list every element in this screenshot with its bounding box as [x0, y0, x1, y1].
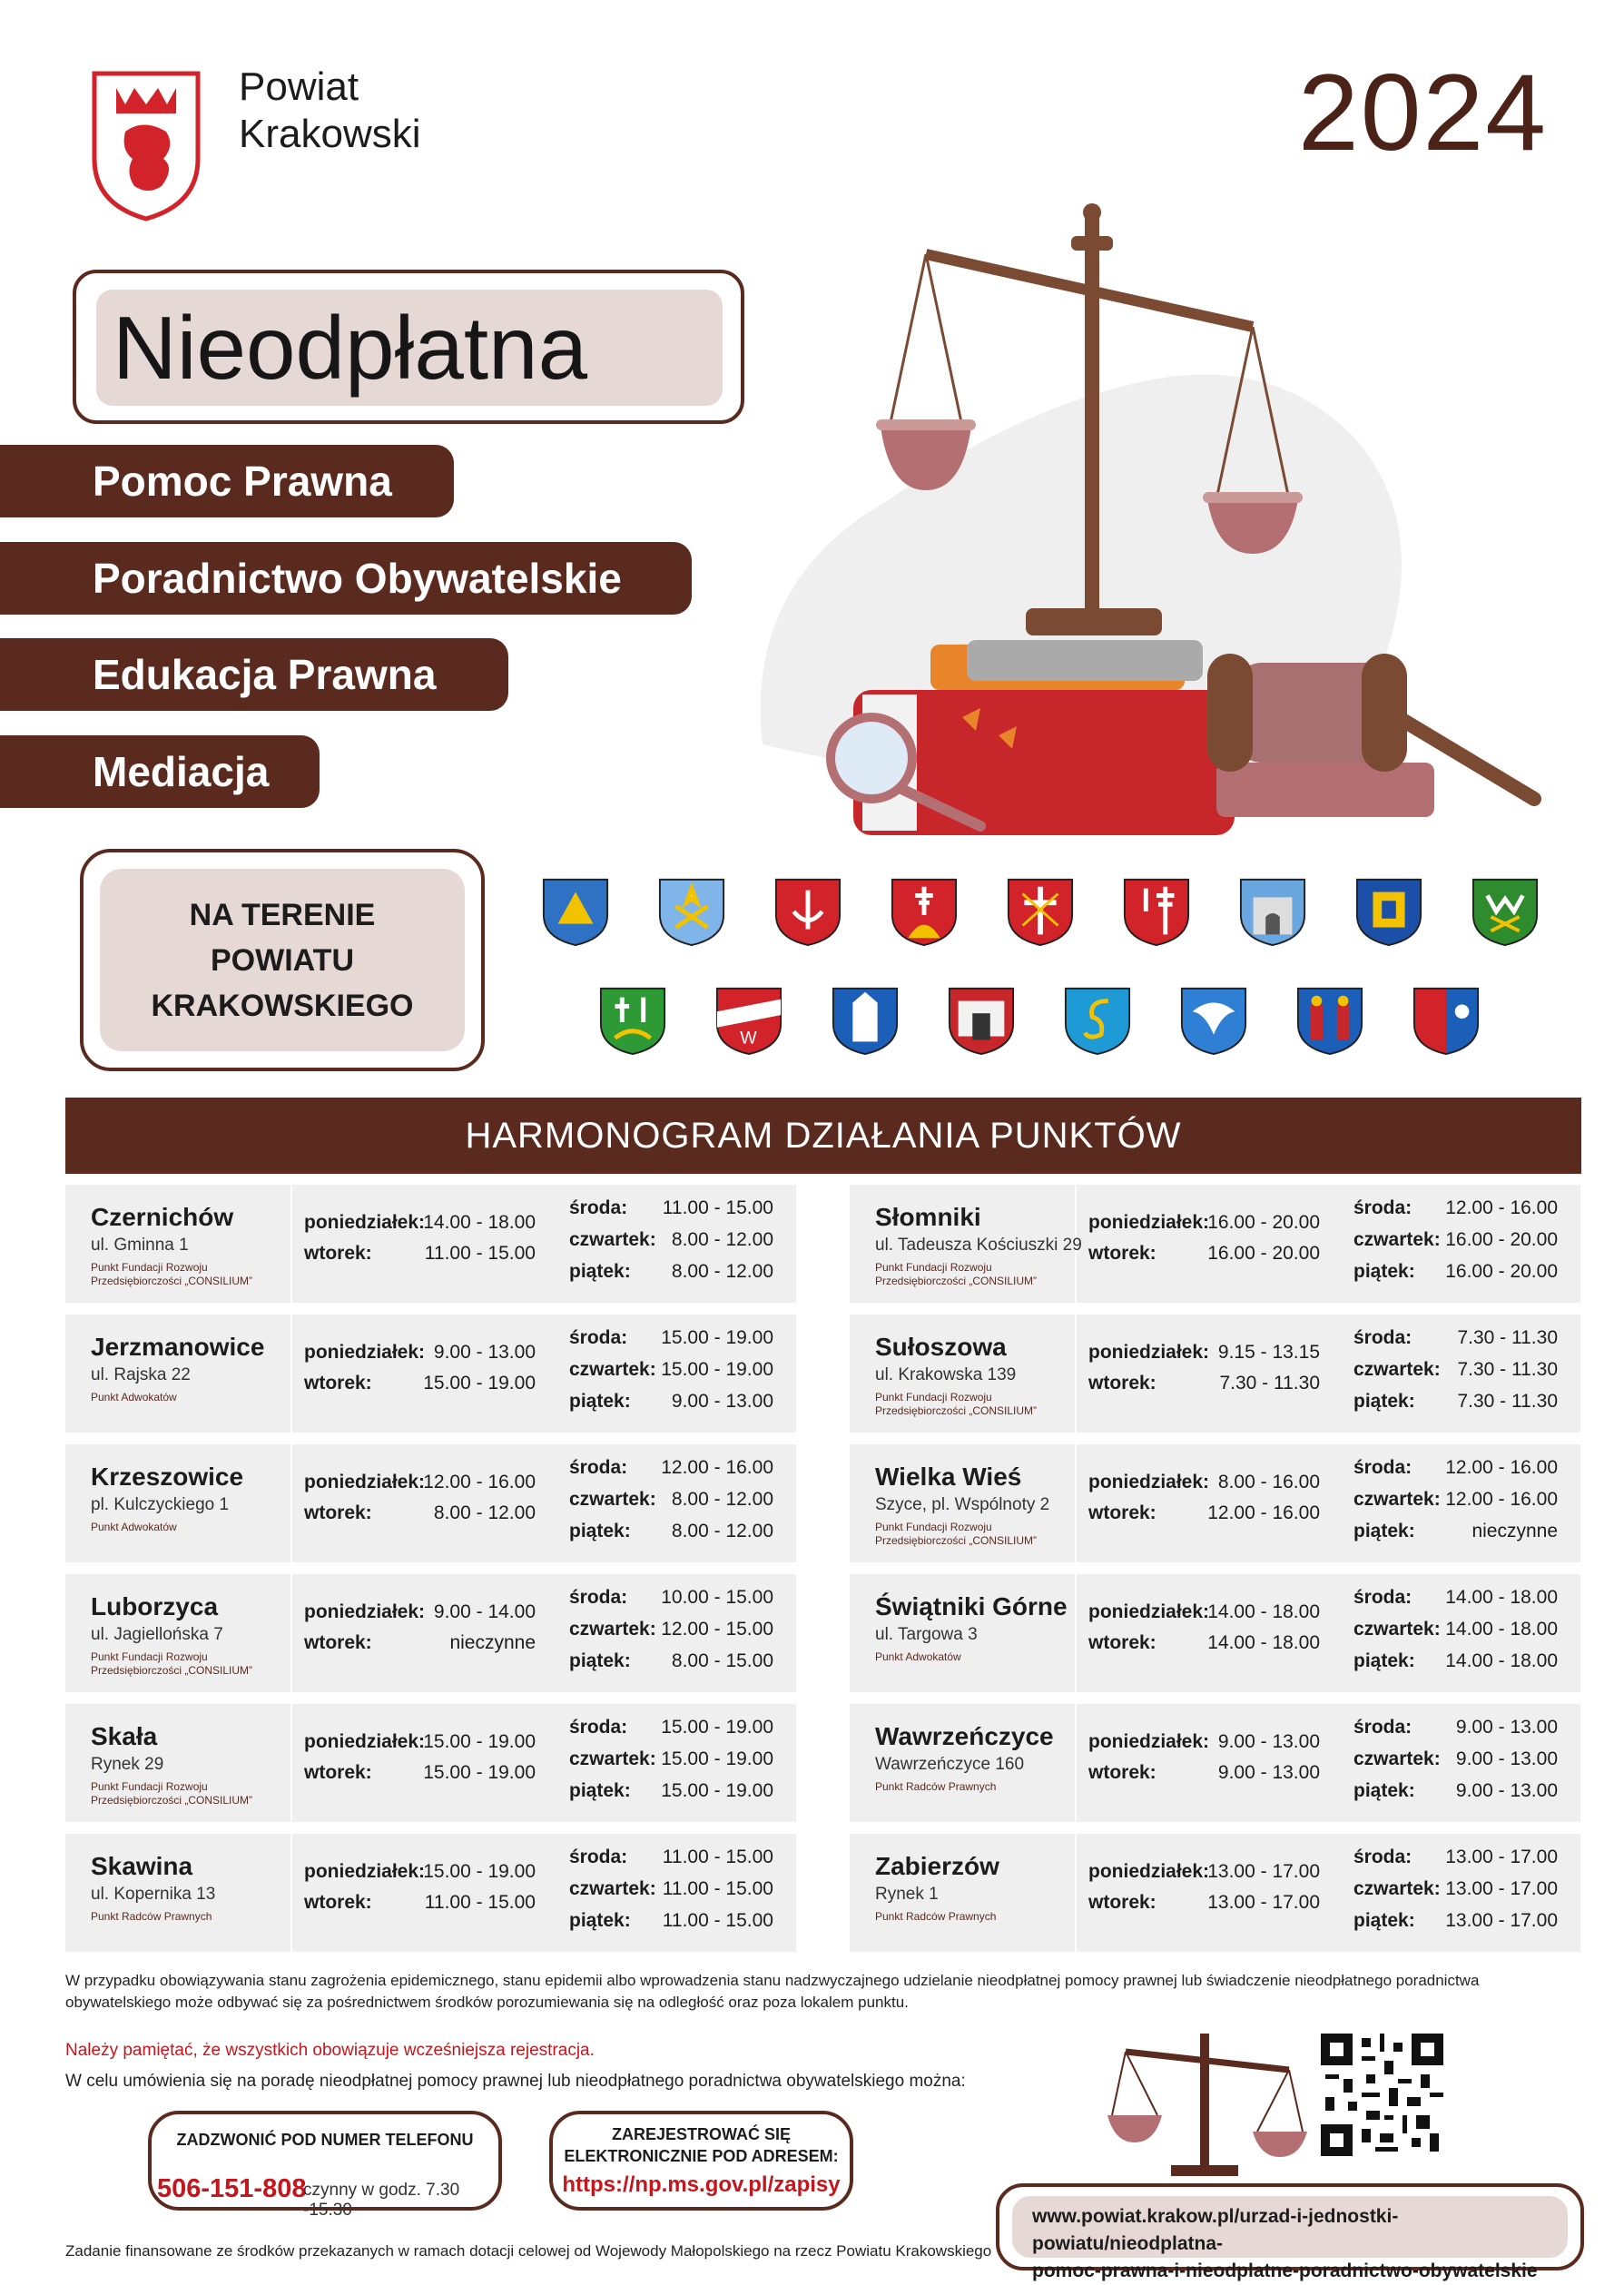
point-address: ul. Tadeusza Kościuszki 29 — [875, 1236, 1082, 1255]
label-monday: poniedziałek: — [304, 1861, 426, 1882]
point-address: Rynek 29 — [91, 1755, 164, 1774]
phone-title: ZADZWONIĆ POD NUMER TELEFONU — [176, 2131, 474, 2149]
point-name: Skawina — [91, 1852, 193, 1880]
hours-thursday: 8.00 - 12.00 — [671, 1489, 773, 1510]
hours-wednesday: 15.00 - 19.00 — [661, 1717, 773, 1738]
label-wednesday: środa: — [1353, 1327, 1412, 1348]
point-name: Wielka Wieś — [875, 1463, 1022, 1491]
label-monday: poniedziałek: — [304, 1731, 426, 1752]
logo-line-2: Krakowski — [239, 112, 421, 156]
point-name: Wawrzeńczyce — [875, 1722, 1054, 1750]
label-thursday: czwartek: — [569, 1878, 656, 1899]
hours-monday: 15.00 - 19.00 — [423, 1861, 536, 1882]
hours-tuesday: nieczynne — [449, 1632, 536, 1653]
divider — [1075, 1315, 1077, 1433]
website-line-1: www.powiat.krakow.pl/urzad-i-jednostki-powiatu/nieodplatna- — [1032, 2206, 1399, 2254]
point-name: Sułoszowa — [875, 1333, 1007, 1361]
crest-icon — [1353, 876, 1424, 947]
hours-tuesday: 8.00 - 12.00 — [433, 1502, 536, 1523]
hours-thursday: 11.00 - 15.00 — [662, 1878, 773, 1899]
hours-monday: 9.15 - 13.15 — [1217, 1342, 1320, 1363]
hours-wednesday: 12.00 - 16.00 — [1445, 1197, 1558, 1218]
point-address: ul. Gminna 1 — [91, 1236, 189, 1255]
hours-wednesday: 11.00 - 15.00 — [662, 1847, 773, 1867]
divider — [290, 1185, 292, 1303]
hours-monday: 12.00 - 16.00 — [423, 1472, 536, 1492]
hours-friday: 8.00 - 15.00 — [671, 1650, 773, 1671]
hours-monday: 9.00 - 13.00 — [1217, 1731, 1320, 1752]
year: 2024 — [1298, 52, 1548, 173]
point-organization: Punkt Fundacji Rozwoju Przedsiębiorczości „CONSILIUM” — [91, 1780, 253, 1807]
hours-thursday: 12.00 - 15.00 — [661, 1619, 773, 1640]
point-address: ul. Kopernika 13 — [91, 1885, 216, 1904]
label-monday: poniedziałek: — [1088, 1472, 1210, 1492]
label-wednesday: środa: — [1353, 1457, 1412, 1478]
point-address: Szyce, pl. Wspólnoty 2 — [875, 1495, 1050, 1514]
registration-note: Należy pamiętać, że wszystkich obowiązuje wcześniejsza rejestracja. — [65, 2041, 595, 2060]
crest-icon — [1237, 876, 1308, 947]
label-friday: piątek: — [569, 1910, 631, 1931]
hours-thursday: 12.00 - 16.00 — [1445, 1489, 1558, 1510]
hours-thursday: 15.00 - 19.00 — [661, 1748, 773, 1769]
label-tuesday: wtorek: — [1088, 1502, 1156, 1523]
divider — [290, 1315, 292, 1433]
point-card — [65, 1315, 796, 1433]
hours-thursday: 16.00 - 20.00 — [1445, 1229, 1558, 1250]
point-name: Luborzyca — [91, 1592, 219, 1620]
crest-icon — [830, 985, 901, 1056]
point-organization: Punkt Fundacji Rozwoju Przedsiębiorczości „CONSILIUM” — [91, 1261, 253, 1287]
crest-icon — [540, 876, 611, 947]
phone-box — [148, 2111, 502, 2220]
area-bubble — [80, 849, 485, 1071]
label-thursday: czwartek: — [569, 1619, 656, 1640]
hours-wednesday: 11.00 - 15.00 — [662, 1197, 773, 1218]
hours-friday: 11.00 - 15.00 — [662, 1910, 773, 1931]
point-address: ul. Targowa 3 — [875, 1625, 978, 1644]
label-monday: poniedziałek: — [1088, 1342, 1210, 1363]
divider — [290, 1704, 292, 1822]
phone-number[interactable]: 506-151-808 — [157, 2174, 307, 2203]
divider — [290, 1574, 292, 1692]
divider — [1075, 1704, 1077, 1822]
label-friday: piątek: — [1353, 1650, 1415, 1671]
point-card — [65, 1444, 796, 1562]
label-tuesday: wtorek: — [1088, 1892, 1156, 1913]
label-wednesday: środa: — [569, 1197, 628, 1218]
label-tuesday: wtorek: — [304, 1632, 372, 1653]
label-friday: piątek: — [569, 1780, 631, 1801]
funding-footer: Zadanie finansowane ze środków przekazanych w ramach dotacji celowej od Wojewody Małopolskiego na rzecz Powiatu Krakowskiego — [65, 2242, 992, 2260]
point-organization: Punkt Fundacji Rozwoju Przedsiębiorczości „CONSILIUM” — [875, 1391, 1038, 1417]
label-tuesday: wtorek: — [1088, 1243, 1156, 1264]
label-monday: poniedziałek: — [1088, 1861, 1210, 1882]
hours-tuesday: 12.00 - 16.00 — [1207, 1502, 1320, 1523]
label-wednesday: środa: — [1353, 1587, 1412, 1608]
hours-thursday: 7.30 - 11.30 — [1457, 1359, 1558, 1380]
label-tuesday: wtorek: — [304, 1243, 372, 1264]
point-organization: Punkt Adwokatów — [91, 1521, 177, 1533]
label-wednesday: środa: — [1353, 1197, 1412, 1218]
label-monday: poniedziałek: — [304, 1342, 426, 1363]
hours-friday: 9.00 - 13.00 — [1455, 1780, 1558, 1801]
point-address: ul. Jagiellońska 7 — [91, 1625, 223, 1644]
hours-wednesday: 13.00 - 17.00 — [1445, 1847, 1558, 1867]
crest-icon — [946, 985, 1017, 1056]
small-scales-icon — [1098, 2024, 1316, 2179]
hours-wednesday: 14.00 - 18.00 — [1445, 1587, 1558, 1608]
hours-wednesday: 12.00 - 16.00 — [1445, 1457, 1558, 1478]
point-address: Wawrzeńczyce 160 — [875, 1755, 1025, 1774]
hours-friday: 7.30 - 11.30 — [1457, 1391, 1558, 1412]
label-wednesday: środa: — [1353, 1717, 1412, 1738]
point-card — [850, 1315, 1580, 1433]
label-wednesday: środa: — [569, 1717, 628, 1738]
crest-icon — [773, 876, 843, 947]
hours-thursday: 8.00 - 12.00 — [671, 1229, 773, 1250]
label-monday: poniedziałek: — [304, 1212, 426, 1233]
divider — [1075, 1574, 1077, 1692]
label-thursday: czwartek: — [1353, 1748, 1441, 1769]
area-line-1: NA TERENIE — [189, 897, 376, 932]
crest-icon — [1005, 876, 1076, 947]
point-card — [850, 1834, 1580, 1952]
label-tuesday: wtorek: — [304, 1762, 372, 1783]
crest-icon — [1062, 985, 1133, 1056]
point-card — [850, 1574, 1580, 1692]
divider — [1075, 1444, 1077, 1562]
area-text — [100, 869, 465, 1051]
hours-friday: 16.00 - 20.00 — [1445, 1261, 1558, 1282]
crest-icon — [1470, 876, 1540, 947]
page-title: Nieodpłatna — [96, 290, 723, 406]
point-organization: Punkt Radców Prawnych — [875, 1780, 997, 1793]
crest-icon — [1411, 985, 1481, 1056]
point-name: Zabierzów — [875, 1852, 999, 1880]
label-thursday: czwartek: — [1353, 1359, 1441, 1380]
hours-tuesday: 13.00 - 17.00 — [1207, 1892, 1320, 1913]
label-friday: piątek: — [1353, 1910, 1415, 1931]
hours-tuesday: 16.00 - 20.00 — [1207, 1243, 1320, 1264]
point-name: Świątniki Górne — [875, 1592, 1068, 1620]
hours-wednesday: 15.00 - 19.00 — [661, 1327, 773, 1348]
crest-icon — [1294, 985, 1365, 1056]
label-thursday: czwartek: — [569, 1748, 656, 1769]
hours-friday: 8.00 - 12.00 — [671, 1261, 773, 1282]
label-tuesday: wtorek: — [304, 1373, 372, 1394]
point-card — [65, 1834, 796, 1952]
point-organization: Punkt Fundacji Rozwoju Przedsiębiorczości „CONSILIUM” — [875, 1521, 1038, 1547]
crest-icon — [714, 985, 784, 1056]
phone-hours: czynny w godz. 7.30 -15.30 — [303, 2181, 460, 2220]
hours-tuesday: 14.00 - 18.00 — [1207, 1632, 1320, 1653]
hours-monday: 13.00 - 17.00 — [1207, 1861, 1320, 1882]
service-mediation: Mediacja — [0, 735, 320, 808]
point-organization: Punkt Fundacji Rozwoju Przedsiębiorczości „CONSILIUM” — [875, 1261, 1038, 1287]
label-friday: piątek: — [1353, 1780, 1415, 1801]
label-thursday: czwartek: — [1353, 1878, 1441, 1899]
website-line-2: pomoc-prawna-i-nieodplatne-poradnictwo-obywatelskie — [1032, 2260, 1538, 2281]
point-organization: Punkt Radców Prawnych — [875, 1910, 997, 1923]
label-friday: piątek: — [569, 1650, 631, 1671]
point-card — [65, 1185, 796, 1303]
point-card — [850, 1704, 1580, 1822]
label-monday: poniedziałek: — [304, 1601, 426, 1622]
label-thursday: czwartek: — [1353, 1229, 1441, 1250]
service-legal-education: Edukacja Prawna — [0, 638, 508, 711]
hours-wednesday: 12.00 - 16.00 — [661, 1457, 773, 1478]
point-name: Krzeszowice — [91, 1463, 244, 1491]
qr-code-icon[interactable] — [1321, 2034, 1443, 2156]
crest-icon — [889, 876, 960, 947]
hours-friday: 15.00 - 19.00 — [661, 1780, 773, 1801]
label-wednesday: środa: — [1353, 1847, 1412, 1867]
hours-friday: nieczynne — [1471, 1521, 1558, 1541]
justice-illustration — [726, 200, 1570, 853]
hours-thursday: 14.00 - 18.00 — [1445, 1619, 1558, 1640]
website-box — [996, 2183, 1584, 2281]
service-legal-aid: Pomoc Prawna — [0, 445, 454, 517]
label-tuesday: wtorek: — [1088, 1762, 1156, 1783]
label-tuesday: wtorek: — [1088, 1373, 1156, 1394]
label-friday: piątek: — [1353, 1391, 1415, 1412]
point-organization: Punkt Radców Prawnych — [91, 1910, 212, 1923]
crest-icon — [597, 985, 668, 1056]
hours-thursday: 9.00 - 13.00 — [1455, 1748, 1558, 1769]
hours-tuesday: 11.00 - 15.00 — [424, 1892, 536, 1913]
label-friday: piątek: — [1353, 1521, 1415, 1541]
hours-tuesday: 7.30 - 11.30 — [1219, 1373, 1320, 1394]
title-box — [73, 270, 744, 424]
label-friday: piątek: — [569, 1261, 631, 1282]
point-card — [850, 1185, 1580, 1303]
powiat-crest-icon — [89, 68, 203, 222]
epidemic-notice: W przypadku obowiązywania stanu zagrożenia epidemicznego, stanu epidemii albo wprowadzenia stanu nadzwyczajnego udzielanie nieodpłatnej pomocy prawnej lub świadczenie nieodpłatnego poradnictwa obywatelskiego może odbywać się za pośrednictwem środków porozumiewania się na odległość oraz poza lokalem punktu. — [65, 1972, 1480, 2011]
crest-icon — [1121, 876, 1192, 947]
label-monday: poniedziałek: — [1088, 1601, 1210, 1622]
point-address: ul. Krakowska 139 — [875, 1365, 1017, 1384]
hours-thursday: 13.00 - 17.00 — [1445, 1878, 1558, 1899]
area-line-2: POWIATU — [210, 942, 354, 978]
logo-line-1: Powiat — [239, 64, 359, 109]
label-friday: piątek: — [569, 1521, 631, 1541]
hours-monday: 9.00 - 14.00 — [433, 1601, 536, 1622]
hours-friday: 8.00 - 12.00 — [671, 1521, 773, 1541]
label-monday: poniedziałek: — [1088, 1731, 1210, 1752]
service-civic-counseling: Poradnictwo Obywatelskie — [0, 542, 692, 615]
label-wednesday: środa: — [569, 1457, 628, 1478]
howto-text: W celu umówienia się na poradę nieodpłatnej pomocy prawnej lub nieodpłatnego poradnictwa obywatelskiego można: — [65, 2072, 966, 2091]
label-thursday: czwartek: — [569, 1359, 656, 1380]
label-thursday: czwartek: — [569, 1489, 656, 1510]
point-name: Słomniki — [875, 1203, 981, 1231]
point-card — [65, 1704, 796, 1822]
hours-monday: 16.00 - 20.00 — [1207, 1212, 1320, 1233]
hours-wednesday: 9.00 - 13.00 — [1455, 1717, 1558, 1738]
hours-monday: 15.00 - 19.00 — [423, 1731, 536, 1752]
hours-monday: 9.00 - 13.00 — [433, 1342, 536, 1363]
hours-tuesday: 9.00 - 13.00 — [1217, 1762, 1320, 1783]
logo-text — [239, 64, 421, 158]
website-link[interactable] — [1012, 2196, 1568, 2281]
point-card — [850, 1444, 1580, 1562]
point-name: Jerzmanowice — [91, 1333, 265, 1361]
area-line-3: KRAKOWSKIEGO — [151, 988, 414, 1023]
schedule-title: HARMONOGRAM DZIAŁANIA PUNKTÓW — [65, 1098, 1581, 1174]
divider — [290, 1834, 292, 1952]
label-thursday: czwartek: — [1353, 1619, 1441, 1640]
hours-monday: 8.00 - 16.00 — [1217, 1472, 1320, 1492]
online-title-1: ZAREJESTROWAĆ SIĘ — [611, 2125, 792, 2143]
divider — [1075, 1834, 1077, 1952]
point-name: Czernichów — [91, 1203, 234, 1231]
label-thursday: czwartek: — [1353, 1489, 1441, 1510]
label-wednesday: środa: — [569, 1587, 628, 1608]
hours-thursday: 15.00 - 19.00 — [661, 1359, 773, 1380]
label-wednesday: środa: — [569, 1847, 628, 1867]
label-friday: piątek: — [1353, 1261, 1415, 1282]
online-title-2: ELEKTRONICZNIE POD ADRESEM: — [564, 2147, 839, 2165]
hours-tuesday: 11.00 - 15.00 — [424, 1243, 536, 1264]
hours-friday: 9.00 - 13.00 — [671, 1391, 773, 1412]
point-organization: Punkt Adwokatów — [91, 1391, 177, 1404]
label-friday: piątek: — [569, 1391, 631, 1412]
point-organization: Punkt Fundacji Rozwoju Przedsiębiorczości „CONSILIUM” — [91, 1650, 253, 1677]
hours-wednesday: 7.30 - 11.30 — [1457, 1327, 1558, 1348]
hours-monday: 14.00 - 18.00 — [1207, 1601, 1320, 1622]
hours-friday: 13.00 - 17.00 — [1445, 1910, 1558, 1931]
crest-icon — [656, 876, 727, 947]
point-card — [65, 1574, 796, 1692]
point-address: ul. Rajska 22 — [91, 1365, 191, 1384]
divider — [290, 1444, 292, 1562]
label-tuesday: wtorek: — [304, 1892, 372, 1913]
label-thursday: czwartek: — [569, 1229, 656, 1250]
point-organization: Punkt Adwokatów — [875, 1650, 961, 1663]
label-tuesday: wtorek: — [304, 1502, 372, 1523]
hours-monday: 14.00 - 18.00 — [423, 1212, 536, 1233]
label-tuesday: wtorek: — [1088, 1632, 1156, 1653]
label-wednesday: środa: — [569, 1327, 628, 1348]
hours-tuesday: 15.00 - 19.00 — [423, 1762, 536, 1783]
online-box — [549, 2111, 853, 2211]
registration-link[interactable]: https://np.ms.gov.pl/zapisy — [562, 2172, 841, 2197]
point-address: pl. Kulczyckiego 1 — [91, 1495, 230, 1514]
point-name: Skała — [91, 1722, 158, 1750]
crest-icon — [1178, 985, 1249, 1056]
label-monday: poniedziałek: — [304, 1472, 426, 1492]
point-address: Rynek 1 — [875, 1885, 939, 1904]
hours-wednesday: 10.00 - 15.00 — [661, 1587, 773, 1608]
svg-text:W: W — [740, 1028, 757, 1049]
hours-tuesday: 15.00 - 19.00 — [423, 1373, 536, 1394]
label-monday: poniedziałek: — [1088, 1212, 1210, 1233]
hours-friday: 14.00 - 18.00 — [1445, 1650, 1558, 1671]
